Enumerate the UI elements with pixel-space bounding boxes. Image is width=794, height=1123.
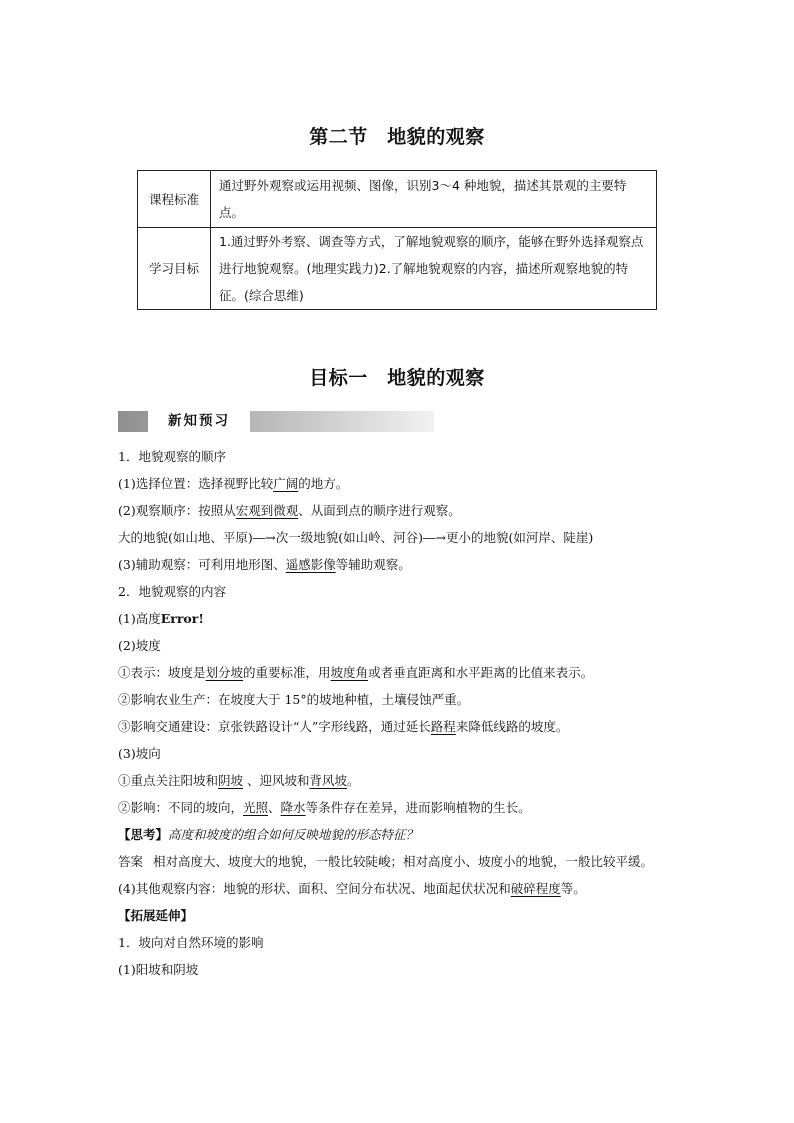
underlined-answer: 宏观到微观 <box>235 503 299 518</box>
underlined-answer: 遥感影像 <box>285 557 336 572</box>
underlined-answer: 降水 <box>280 800 306 815</box>
text-span: (2)观察顺序：按照从 <box>118 503 236 518</box>
underlined-answer: 破碎程度 <box>510 881 561 896</box>
text-span: 等辅助观察。 <box>335 557 411 572</box>
text-span: ②影响：不同的坡向， <box>118 800 244 815</box>
text-span: 等。 <box>560 881 586 896</box>
paragraph-line <box>118 659 678 686</box>
underlined-answer: 路程 <box>430 719 456 734</box>
heading-observation-content: 2．地貌观察的内容 <box>118 584 226 599</box>
paragraph-line <box>118 713 678 740</box>
text-span: (1)高度 <box>118 611 161 626</box>
paragraph-line <box>118 470 678 497</box>
paragraph-line <box>118 794 678 821</box>
banner-label: 新知预习 <box>148 411 250 432</box>
section-title: 目标一 地貌的观察 <box>309 367 485 389</box>
text-span: (4)其他观察内容：地貌的形状、面积、空间分布状况、地面起伏状况和 <box>118 881 511 896</box>
page-title: 第二节 地貌的观察 <box>309 126 485 148</box>
paragraph-line <box>118 875 678 902</box>
text-span: ①重点关注阳坡和 <box>118 773 219 788</box>
think-text: 高度和坡度的组合如何反映地貌的形态特征？ <box>168 827 419 842</box>
text-span: 、迎风坡和 <box>243 773 310 788</box>
think-question <box>118 821 678 848</box>
underlined-answer: 光照 <box>243 800 269 815</box>
answer-text: 相对高度大、坡度大的地貌，一般比较陡峻；相对高度小、坡度小的地貌，一般比较平缓。 <box>153 854 654 869</box>
text-span: (1)选择位置：选择视野比较 <box>118 476 274 491</box>
underlined-answer: 背风坡 <box>309 773 348 788</box>
text-span: 。 <box>347 773 360 788</box>
heading-observation-order: 1．地貌观察的顺序 <box>118 449 226 464</box>
paragraph-line: (3)坡向 <box>118 746 161 761</box>
text-span: 等条件存在差异，进而影响植物的生长。 <box>305 800 531 815</box>
table-content-cell: 通过野外观察或运用视频、图像，识别3～4 种地貌，描述其景观的主要特点。 <box>211 171 657 228</box>
underlined-answer: 广阔 <box>273 476 299 491</box>
table-content-cell: 1.通过野外考察、调查等方式，了解地貌观察的顺序，能够在野外选择观察点进行地貌观察。(地理实践力)2.了解地貌观察的内容，描述所观察地貌的特征。(综合思维) <box>211 228 657 310</box>
underlined-answer: 阴坡 <box>218 773 244 788</box>
table-row <box>138 171 657 228</box>
text-span: 、 <box>268 800 281 815</box>
standards-table <box>137 170 657 310</box>
paragraph-line: ②影响农业生产：在坡度大于 15°的坡地种植，土壤侵蚀严重。 <box>118 692 470 707</box>
paragraph-line <box>118 605 678 632</box>
section-banner <box>118 411 434 432</box>
text-span: ①表示：坡度是 <box>118 665 206 680</box>
paragraph-line <box>118 767 678 794</box>
paragraph-line: (1)阳坡和阴坡 <box>118 962 199 977</box>
paragraph-line: 大的地貌(如山地、平原)―→次一级地貌(如山岭、河谷)―→更小的地貌(如河岸、陡崖) <box>118 530 594 545</box>
heading-aspect-effects: 1．坡向对自然环境的影响 <box>118 935 264 950</box>
text-span: 的地方。 <box>298 476 349 491</box>
text-span: ③影响交通建设：京张铁路设计“人”字形线路，通过延长 <box>118 719 431 734</box>
text-span: (3)辅助观察：可利用地形图、 <box>118 557 286 572</box>
paragraph-line: (2)坡度 <box>118 638 161 653</box>
extension-heading: 【拓展延伸】 <box>118 908 194 923</box>
think-label: 【思考】 <box>118 827 169 842</box>
text-span: 的重要标准，用 <box>243 665 331 680</box>
content-body <box>118 443 678 983</box>
underlined-answer: 坡度角 <box>330 665 369 680</box>
underlined-answer: 划分坡 <box>205 665 244 680</box>
table-label-cell: 课程标准 <box>138 171 211 228</box>
text-span: 、从面到点的顺序进行观察。 <box>298 503 461 518</box>
text-span: 来降低线路的坡度。 <box>455 719 569 734</box>
text-span: 或者垂直距离和水平距离的比值来表示。 <box>368 665 594 680</box>
table-row <box>138 228 657 310</box>
table-label-cell: 学习目标 <box>138 228 211 310</box>
error-text: Error! <box>160 611 204 626</box>
paragraph-line <box>118 551 678 578</box>
answer-paragraph <box>118 848 678 875</box>
answer-label: 答案 <box>118 854 144 869</box>
paragraph-line <box>118 497 678 524</box>
